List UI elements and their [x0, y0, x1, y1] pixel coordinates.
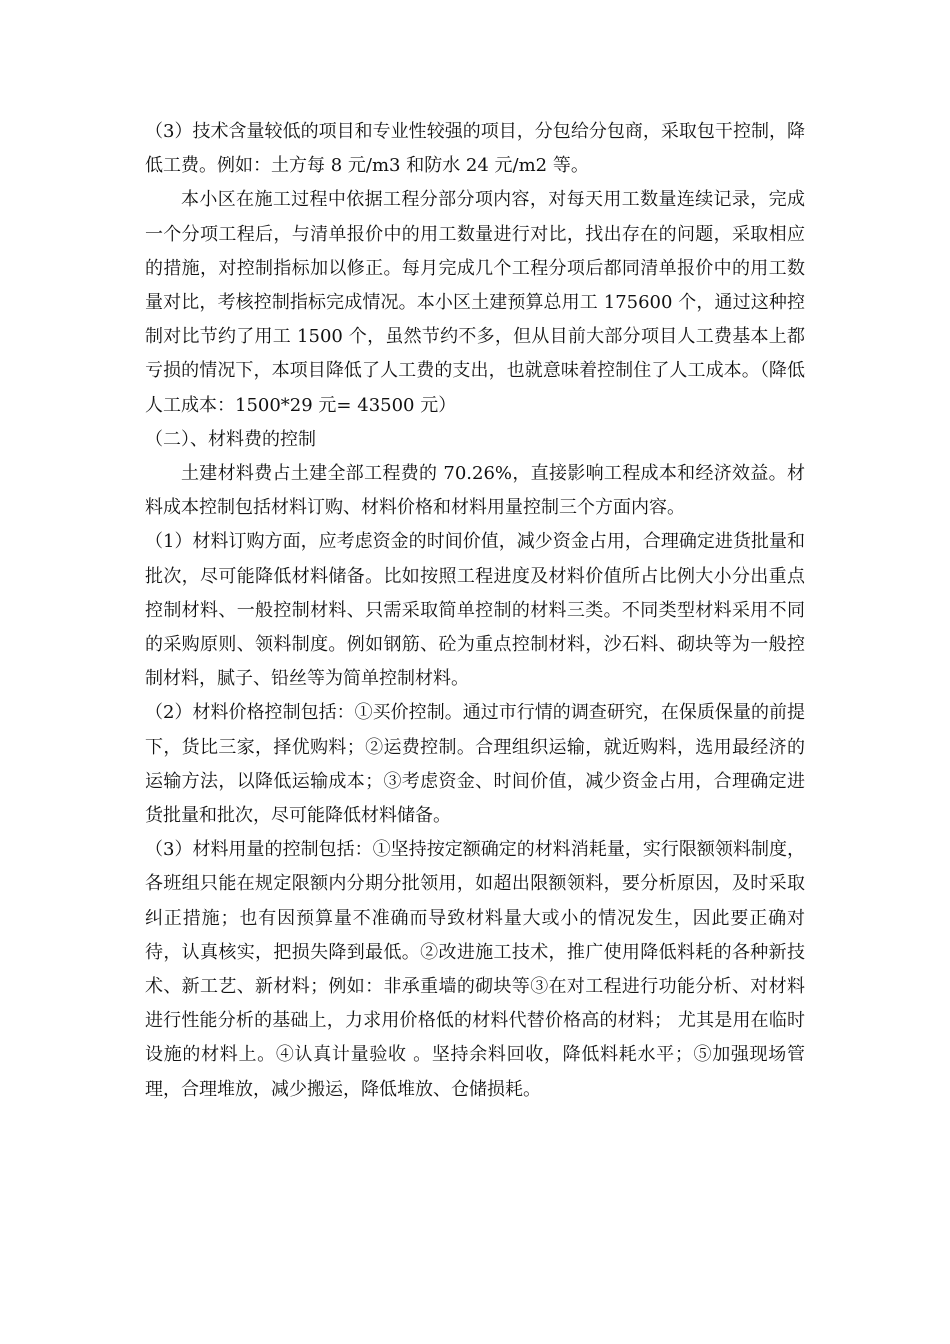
paragraph-labor-control: 本小区在施工过程中依据工程分部分项内容，对每天用工数量连续记录，完成一个分项工程后，与清单报价中的用工数量进行对比，找出存在的问题，采取相应的措施，对控制指标加以修正。每月完成几个工程分项后都同清单报价中的用工数量对比，考核控制指标完成情况。本小区土建预算总用工 175600 个，通过这种控制对比节约了用工 1500 个，虽然节约不多，但从目前大部分项目人工费基本上都亏损的情况下，本项目降低了人工费的支出，也就意味着控制住了人工成本。（降低人工成本：1500*29 元= 43500 元）	[145, 189, 805, 416]
document-body	[145, 115, 805, 1107]
section-heading-material-cost: （二）、材料费的控制	[145, 428, 316, 450]
paragraph-labor-subcontract: （3）技术含量较低的项目和专业性较强的项目，分包给分包商，采取包干控制，降低工费。例如：土方每 8 元/m3 和防水 24 元/m2 等。	[145, 121, 805, 177]
paragraph-material-ordering: （1）材料订购方面，应考虑资金的时间价值，减少资金占用，合理确定进货批量和批次，尽可能降低材料储备。比如按照工程进度及材料价值所占比例大小分出重点控制材料、一般控制材料、只需采取简单控制的材料三类。不同类型材料采用不同的采购原则、领料制度。例如钢筋、砼为重点控制材料，沙石料、砌块等为一般控制材料，腻子、铅丝等为简单控制材料。	[145, 531, 805, 690]
paragraph-material-overview: 土建材料费占土建全部工程费的 70.26%，直接影响工程成本和经济效益。材料成本控制包括材料订购、材料价格和材料用量控制三个方面内容。	[145, 463, 805, 519]
paragraph-material-price: （2）材料价格控制包括：①买价控制。通过市行情的调查研究，在保质保量的前提下，货比三家，择优购料；②运费控制。合理组织运输，就近购料，选用最经济的运输方法，以降低运输成本；③考虑资金、时间价值，减少资金占用，合理确定进货批量和批次，尽可能降低材料储备。	[145, 702, 805, 827]
paragraph-material-usage: （3）材料用量的控制包括：①坚持按定额确定的材料消耗量，实行限额领料制度，各班组只能在规定限额内分期分批领用，如超出限额领料，要分析原因，及时采取纠正措施；也有因预算量不准确而导致材料量大或小的情况发生，因此要正确对待，认真核实，把损失降到最低。②改进施工技术，推广使用降低料耗的各种新技术、新工艺、新材料；例如：非承重墙的砌块等③在对工程进行功能分析、对材料进行性能分析的基础上，力求用价格低的材料代替价格高的材料； 尤其是用在临时设施的材料上。④认真计量验收 。坚持余料回收，降低料耗水平；⑤加强现场管理，合理堆放，减少搬运，降低堆放、仓储损耗。	[145, 839, 805, 1100]
